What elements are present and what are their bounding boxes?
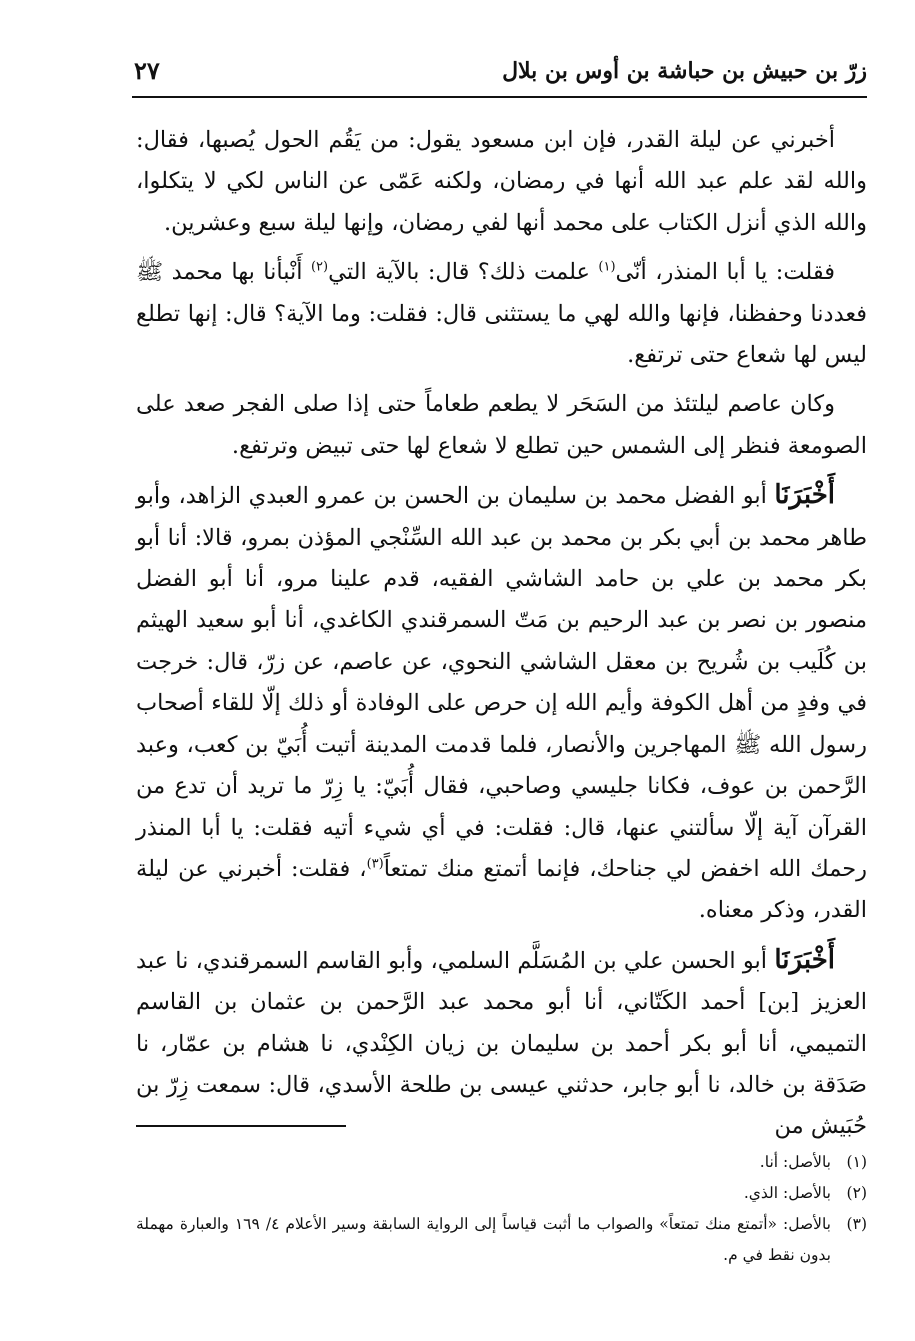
footnotes xyxy=(136,1147,867,1271)
footnote-text: بالأصل: الذي. xyxy=(743,1184,831,1202)
paragraph-text: أبو الحسن علي بن المُسَلَّم السلمي، وأبو القاسم السمرقندي، نا عبد العزيز [بن] أحمد الكَتّاني، أنا أبو محمد عبد الرَّحمن بن عثمان بن القاسم التميمي، أنا أبو بكر أحمد بن سليمان بن زيان الكِنْدي، نا هشام بن عمّار، نا صَدَقة بن خالد، نا أبو جابر، حدثني عيسى بن طلحة الأسدي، قال: سمعت زِرّ بن حُبَيش من xyxy=(136,947,867,1140)
paragraph-3 xyxy=(136,384,867,467)
paragraph-4 xyxy=(136,475,867,931)
page-number: ٢٧ xyxy=(134,56,160,85)
paragraph-text: وكان عاصم ليلتئذ من السَحَر لا يطعم طعاماً حتى إذا صلى الفجر صعد على الصومعة فنظر إلى الشمس حين تطلع لا شعاع لها حتى تبيض وترتفع. xyxy=(136,391,867,459)
paragraph-1 xyxy=(136,120,867,244)
footnote-2 xyxy=(136,1178,867,1209)
paragraph-text: علمت ذلك؟ قال: بالآية التي xyxy=(328,259,599,286)
footnote-1 xyxy=(136,1147,867,1178)
paragraph-text: أَنْبأنا بها محمد ﷺ فعددنا وحفظنا، فإنها والله لهي ما يستثنى قال: فقلت: وما الآية؟ قال: إنها تطلع ليس لها شعاع حتى ترتفع. xyxy=(136,259,867,369)
isnad-lead-word: أَخْبَرَنَا xyxy=(774,480,835,511)
paragraph-2 xyxy=(136,252,867,376)
footnote-number: (٣) xyxy=(846,1215,867,1233)
running-title: زرّ بن حبيش بن حباشة بن أوس بن بلال xyxy=(502,58,867,84)
isnad-lead-word: أَخْبَرَنَا xyxy=(774,944,835,975)
footnote-ref-3: (٣) xyxy=(366,856,384,872)
footnote-number: (١) xyxy=(846,1153,867,1171)
paragraph-text: فقلت: يا أبا المنذر، أنّى xyxy=(615,259,835,286)
footnote-ref-2: (٢) xyxy=(310,259,329,275)
footnote-3 xyxy=(136,1209,867,1271)
paragraph-text: ، فقلت: أخبرني عن ليلة القدر، وذكر معناه. xyxy=(136,855,867,924)
page-header xyxy=(132,52,867,98)
footnote-text: بالأصل: أنا. xyxy=(759,1153,831,1171)
footnote-divider xyxy=(136,1125,346,1127)
paragraph-text: أخبرني عن ليلة القدر، فإن ابن مسعود يقول: من يَقُم الحول يُصبها، فقال: والله لقد علم عبد الله أنها في رمضان، ولكنه عَمّى عن الناس لكي لا يتكلوا، والله الذي أنزل الكتاب على محمد أنها لفي رمضان، وإنها ليلة سبع وعشرين. xyxy=(136,127,867,236)
paragraph-5 xyxy=(136,940,867,1148)
footnote-text: بالأصل: «أتمتع منك تمتعاً» والصواب ما أثبت قياساً إلى الرواية السابقة وسير الأعلام ٤/ ١٦٩ والعبارة مهملة بدون نقط في م. xyxy=(136,1215,831,1264)
footnote-number: (٢) xyxy=(846,1184,867,1202)
footnote-ref-1: (١) xyxy=(598,259,616,275)
main-text xyxy=(136,120,867,1156)
paragraph-text: أبو الفضل محمد بن سليمان بن الحسن بن عمرو العبدي الزاهد، وأبو طاهر محمد بن أبي بكر بن محمد بن عبد الله السِّنْجي المؤذن بمرو، قالا: أنا أبو بكر محمد بن علي بن حامد الشاشي الفقيه، قدم علينا مرو، أنا أبو الفضل منصور بن نصر بن عبد الرحيم بن مَتّ السمرقندي الكاغدي، أنا أبو سعيد الهيثم بن كُلَيب بن شُريح بن معقل الشاشي النحوي، عن عاصم، عن زرّ، قال: خرجت في وفدٍ من أهل الكوفة وأيم الله إن حرص على الوفادة أو ذلك إلّا للقاء أصحاب رسول الله ﷺ المهاجرين والأنصار، فلما قدمت المدينة أتيت أُبَيّ بن كعب، وعبد الرَّحمن بن عوف، فكانا جليسي وصاحبي، فقال أُبَيّ: يا زِرّ ما تريد أن تدع من القرآن آية إلّا سألتني عنها، قال: فقلت: في أي شيء أتيه فقلت: يا أبا المنذر رحمك الله اخفض لي جناحك، فإنما أتمتع منك تمتعاً xyxy=(136,483,867,882)
